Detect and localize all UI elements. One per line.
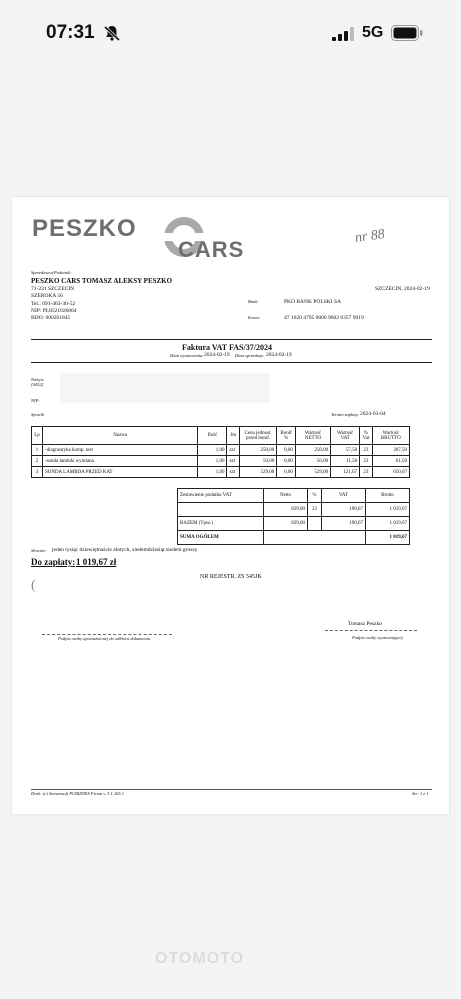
cell: 829,00 (264, 517, 308, 531)
cell: 250,00 (239, 445, 276, 456)
seller-nip: NIP: PL8521026064 (31, 308, 77, 314)
signature-line-right (325, 630, 417, 631)
buyer-label: Nabyw. (31, 377, 45, 382)
cell: 529,00 (295, 467, 330, 478)
cell: 61,50 (372, 456, 409, 467)
cell: 23 (308, 503, 322, 517)
col-lp: Lp (32, 427, 43, 445)
vat-col-vat: VAT (322, 489, 366, 503)
sale-date: 2024-02-19 (266, 352, 292, 358)
vat-grand-row (178, 531, 410, 545)
in-words-label: Słownie: (31, 548, 47, 553)
cell: 250,00 (295, 445, 330, 456)
handwritten-note: nr 88 (354, 226, 386, 247)
cell: szt (227, 467, 239, 478)
account-number: 47 1020 4795 0000 9602 0357 9919 (284, 315, 364, 321)
signature-line-left (42, 634, 172, 635)
cell: 23 (360, 445, 372, 456)
cell: szt (227, 445, 239, 456)
col-name: Nazwa (42, 427, 198, 445)
invoice-title: Faktura VAT FAS/37/2024 (182, 343, 272, 352)
issue-date: 2024-02-19 (204, 352, 230, 358)
redacted-buyer (60, 373, 270, 403)
vat-rate-row (178, 503, 410, 517)
col-discount: Bonif % (277, 427, 296, 445)
footer-software: Druk: (c) Streamsoft PCBIZNES Firma v. 3.1.165.1 (31, 791, 124, 796)
col-qty: Ilość (198, 427, 227, 445)
cell: 1,00 (198, 456, 227, 467)
col-unit-price: Cena jednost. przed bonif. (239, 427, 276, 445)
buyer-nip-label: NIP: (31, 398, 40, 403)
battery-icon (391, 25, 423, 41)
bank-label: Bank: (248, 299, 259, 304)
col-vat-rate: % Vat (360, 427, 372, 445)
bank-name: PKO BANK POLSKI SA (284, 299, 341, 305)
footer-divider (31, 789, 432, 790)
logo-text-cars: CARS (178, 237, 245, 262)
vat-col-rate: % (308, 489, 322, 503)
col-net: Wartość NETTO (295, 427, 330, 445)
cell: SONDA LAMBDA PRZED KAT (42, 467, 198, 478)
col-unit: Jm (227, 427, 239, 445)
vat-col-net: Netto (264, 489, 308, 503)
invoice-document (12, 197, 449, 814)
to-pay-label: Do zapłaty: (31, 557, 76, 567)
clock: 07:31 (46, 22, 95, 43)
cell: 307,50 (372, 445, 409, 456)
cell (178, 503, 264, 517)
seller-postal-city: 71-231 SZCZECIN (31, 286, 75, 292)
payment-date: 2024-03-04 (360, 411, 386, 417)
cell: 190,67 (322, 503, 366, 517)
vat-col-gross: Brutto (366, 489, 410, 503)
vat-header-row (178, 489, 410, 503)
cell: szt (227, 456, 239, 467)
logo-text-peszko: PESZKO (32, 215, 137, 242)
col-vat-value: Wartość VAT (331, 427, 360, 445)
vat-summary-table (177, 488, 410, 545)
cell: 23 (360, 467, 372, 478)
account-label: Konto: (248, 315, 261, 320)
sale-date-label: Data sprzedaży: (235, 353, 265, 358)
seller-bdo: BDO: 000261845 (31, 315, 71, 321)
receiver-signature-caption: Podpis osoby upoważnionej do odbioru dokumentu (58, 636, 151, 641)
table-row (32, 445, 410, 456)
registration-number: NR REJESTR. ZS 545JK (200, 574, 262, 580)
payment-date-label: Termin zapłaty: (331, 412, 360, 417)
seller-street: SZEROKA 56 (31, 293, 63, 299)
cell: 1 019,67 (366, 503, 410, 517)
vat-title: Zestawienie podatku VAT (178, 489, 264, 503)
to-pay-value: 1 019,67 zł (76, 557, 117, 567)
seller-label: Sprzedawca/Podatnik: (31, 270, 72, 275)
grand-total-value: 1 019,67 (366, 531, 410, 545)
watermark: OTOMOTO (155, 950, 245, 967)
issuer-signature-caption: Podpis osoby wystawiającej (352, 635, 403, 640)
footer-page: Str: 1 z 1 (412, 791, 429, 796)
seller-tel: Tel.: 091-463-30-52 (31, 301, 76, 307)
issue-date-label: Data wystawienia: (170, 353, 204, 358)
grand-total-label: SUMA OGÓŁEM (178, 531, 264, 545)
signer-name: Tomasz Peszko (348, 621, 382, 627)
status-bar (0, 0, 461, 70)
cell: 2 (32, 456, 43, 467)
cell: 3 (32, 467, 43, 478)
cell: 529,00 (239, 467, 276, 478)
cell: -diagnostyka komp. test (42, 445, 198, 456)
col-gross: Wartość BRUTTO (372, 427, 409, 445)
divider (31, 362, 432, 363)
seller-name: PESZKO CARS TOMASZ ALEKSY PESZKO (31, 277, 173, 285)
cell: 50,00 (295, 456, 330, 467)
scan-mark: ( (31, 578, 36, 593)
cell: 121,67 (331, 467, 360, 478)
cell: -sonda lambda wymiana (42, 456, 198, 467)
cell: 190,67 (322, 517, 366, 531)
cell: 1 (32, 445, 43, 456)
table-row (32, 467, 410, 478)
cell: 0,00 (277, 467, 296, 478)
cell: 0,00 (277, 456, 296, 467)
network-type: 5G (362, 24, 384, 41)
cell: 1 019,67 (366, 517, 410, 531)
items-table (31, 426, 410, 478)
cell: 1,00 (198, 467, 227, 478)
place-date: SZCZECIN, 2024-02-19 (375, 286, 430, 292)
items-table-header (32, 427, 410, 445)
cell: 23 (360, 456, 372, 467)
in-words-value: jeden tysiąc dziewiętnaście złotych, siedemdziesiąt siedem groszy (52, 547, 198, 553)
divider (31, 339, 432, 340)
cell: 57,50 (331, 445, 360, 456)
payment-method-label: Sposób (31, 412, 45, 417)
cell: 0,00 (277, 445, 296, 456)
cell (264, 531, 366, 545)
cell (308, 517, 322, 531)
cell: 50,00 (239, 456, 276, 467)
cell: 1,00 (198, 445, 227, 456)
cell: 11,50 (331, 456, 360, 467)
buyer-code: [0452] (31, 382, 44, 387)
cell: 650,67 (372, 467, 409, 478)
cell: 829,00 (264, 503, 308, 517)
bell-muted-icon (103, 24, 121, 42)
vat-total-row (178, 517, 410, 531)
table-row (32, 456, 410, 467)
signal-icon (332, 27, 356, 41)
vat-total-label: RAZEM (Tpsz.) (178, 517, 264, 531)
